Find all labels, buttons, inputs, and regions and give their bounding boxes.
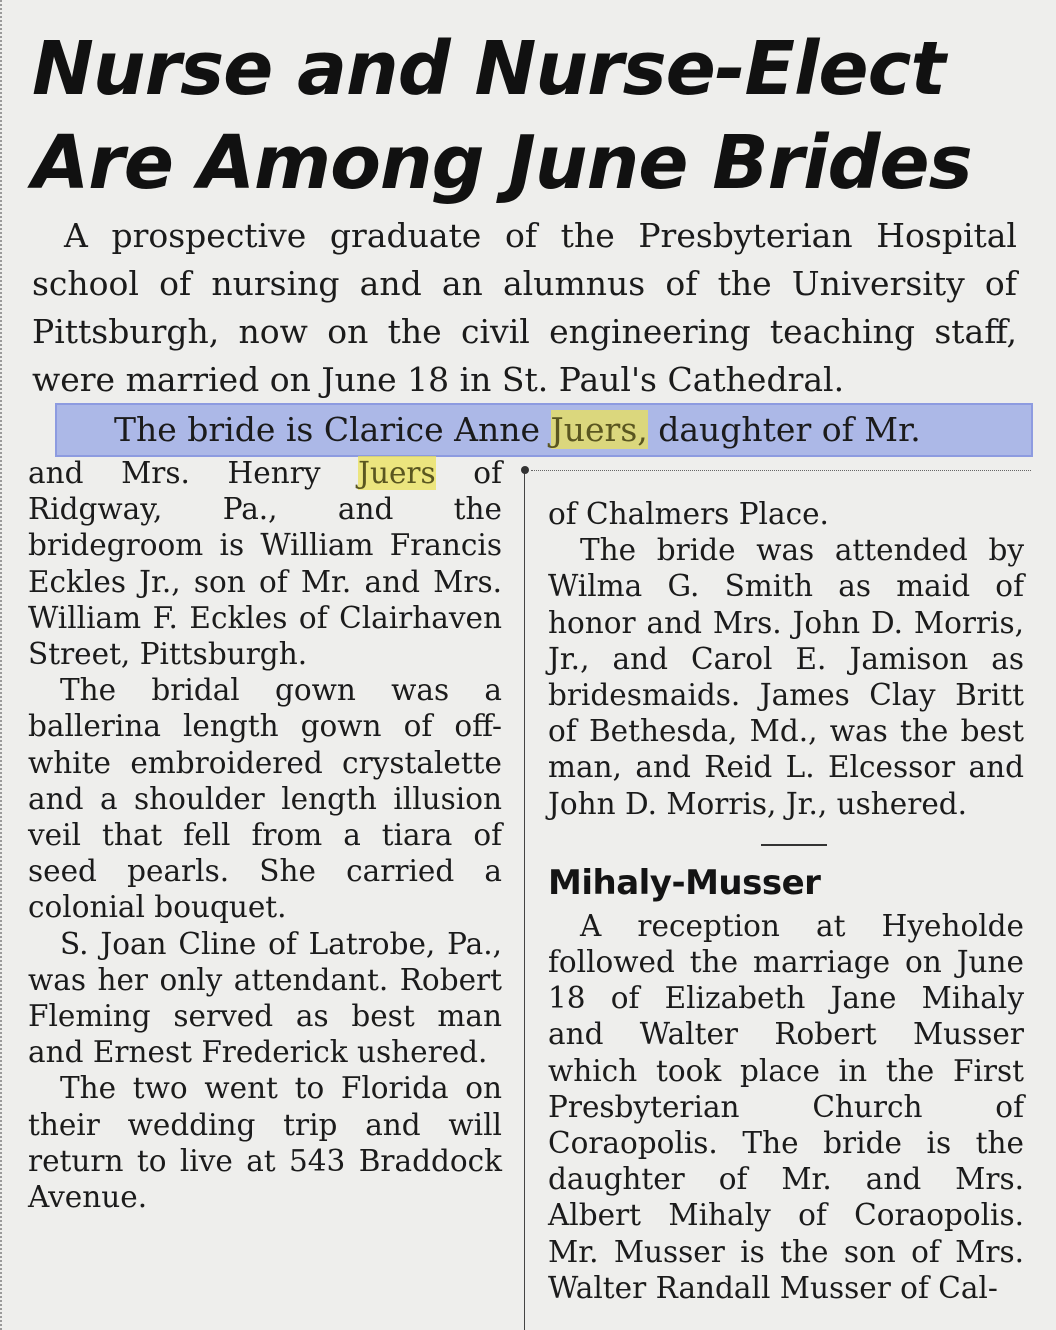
search-match-juers-2[interactable]: Juers [358, 456, 436, 490]
search-match-juers[interactable]: Juers, [550, 410, 648, 449]
left-column [28, 455, 502, 1215]
right-paragraph-2: The bride was attended by Wilma G. Smith as maid of honor and Mrs. John D. Morris, Jr., and Carol E. Jamison as bridesmaids. James Clay Britt of Bethesda, Md., was the best man, and Reid L. Elcessor and John D. Morris, Jr., ushered. [548, 533, 1024, 821]
right-paragraph-1: of Chalmers Place. [548, 497, 829, 531]
left-paragraph-3: S. Joan Cline of Latrobe, Pa., was her only attendant. Robert Fleming served as best man and Ernest Frederick ushered. [28, 926, 502, 1070]
subheading-mihaly-musser: Mihaly-Musser [548, 862, 821, 903]
lead-paragraph: A prospective graduate of the Presbyterian Hospital school of nursing and an alumnus of the University of Pittsburgh, now on the civil engineering teaching staff, were married on June 18 in St. Paul's Cathedral. [32, 216, 1017, 399]
right-column [548, 496, 1024, 1306]
highlighted-text-before: The bride is Clarice Anne [114, 410, 551, 449]
headline [32, 22, 1032, 210]
left-p1-start: and Mrs. Henry [28, 456, 359, 490]
left-paragraph-1 [28, 455, 502, 672]
headline-line-2: Are Among June Brides [32, 120, 972, 206]
highlighted-sentence[interactable] [114, 406, 1024, 454]
headline-line-1: Nurse and Nurse-Elect [32, 26, 945, 112]
section-separator [761, 844, 827, 846]
right-paragraph-3: A reception at Hyeholde followed the marriage on June 18 of Elizabeth Jane Mihaly and Walter Robert Musser which took place in the First Presbyterian Church of Coraopolis. The bride is the daughter of Mr. and Mrs. Albert Mihaly of Coraopolis. Mr. Musser is the son of Mrs. Walter Randall Musser of Cal- [548, 908, 1024, 1305]
column-divider [524, 470, 525, 1330]
highlighted-text-after: daughter of Mr. [647, 410, 921, 449]
left-p1-rest: of Ridgway, Pa., and the bridegroom is William Francis Eckles Jr., son of Mr. and Mrs. William F. Eckles of Clairhaven Street, Pittsburgh. [28, 456, 502, 672]
divider-ornament [521, 466, 529, 474]
left-paragraph-4: The two went to Florida on their wedding trip and will return to live at 543 Braddock Avenue. [28, 1071, 502, 1215]
column-top-rule [531, 470, 1031, 471]
left-paragraph-2: The bridal gown was a ballerina length gown of off-white embroidered crystalette and a shoulder length illusion veil that fell from a tiara of seed pearls. She carried a colonial bouquet. [28, 673, 502, 925]
